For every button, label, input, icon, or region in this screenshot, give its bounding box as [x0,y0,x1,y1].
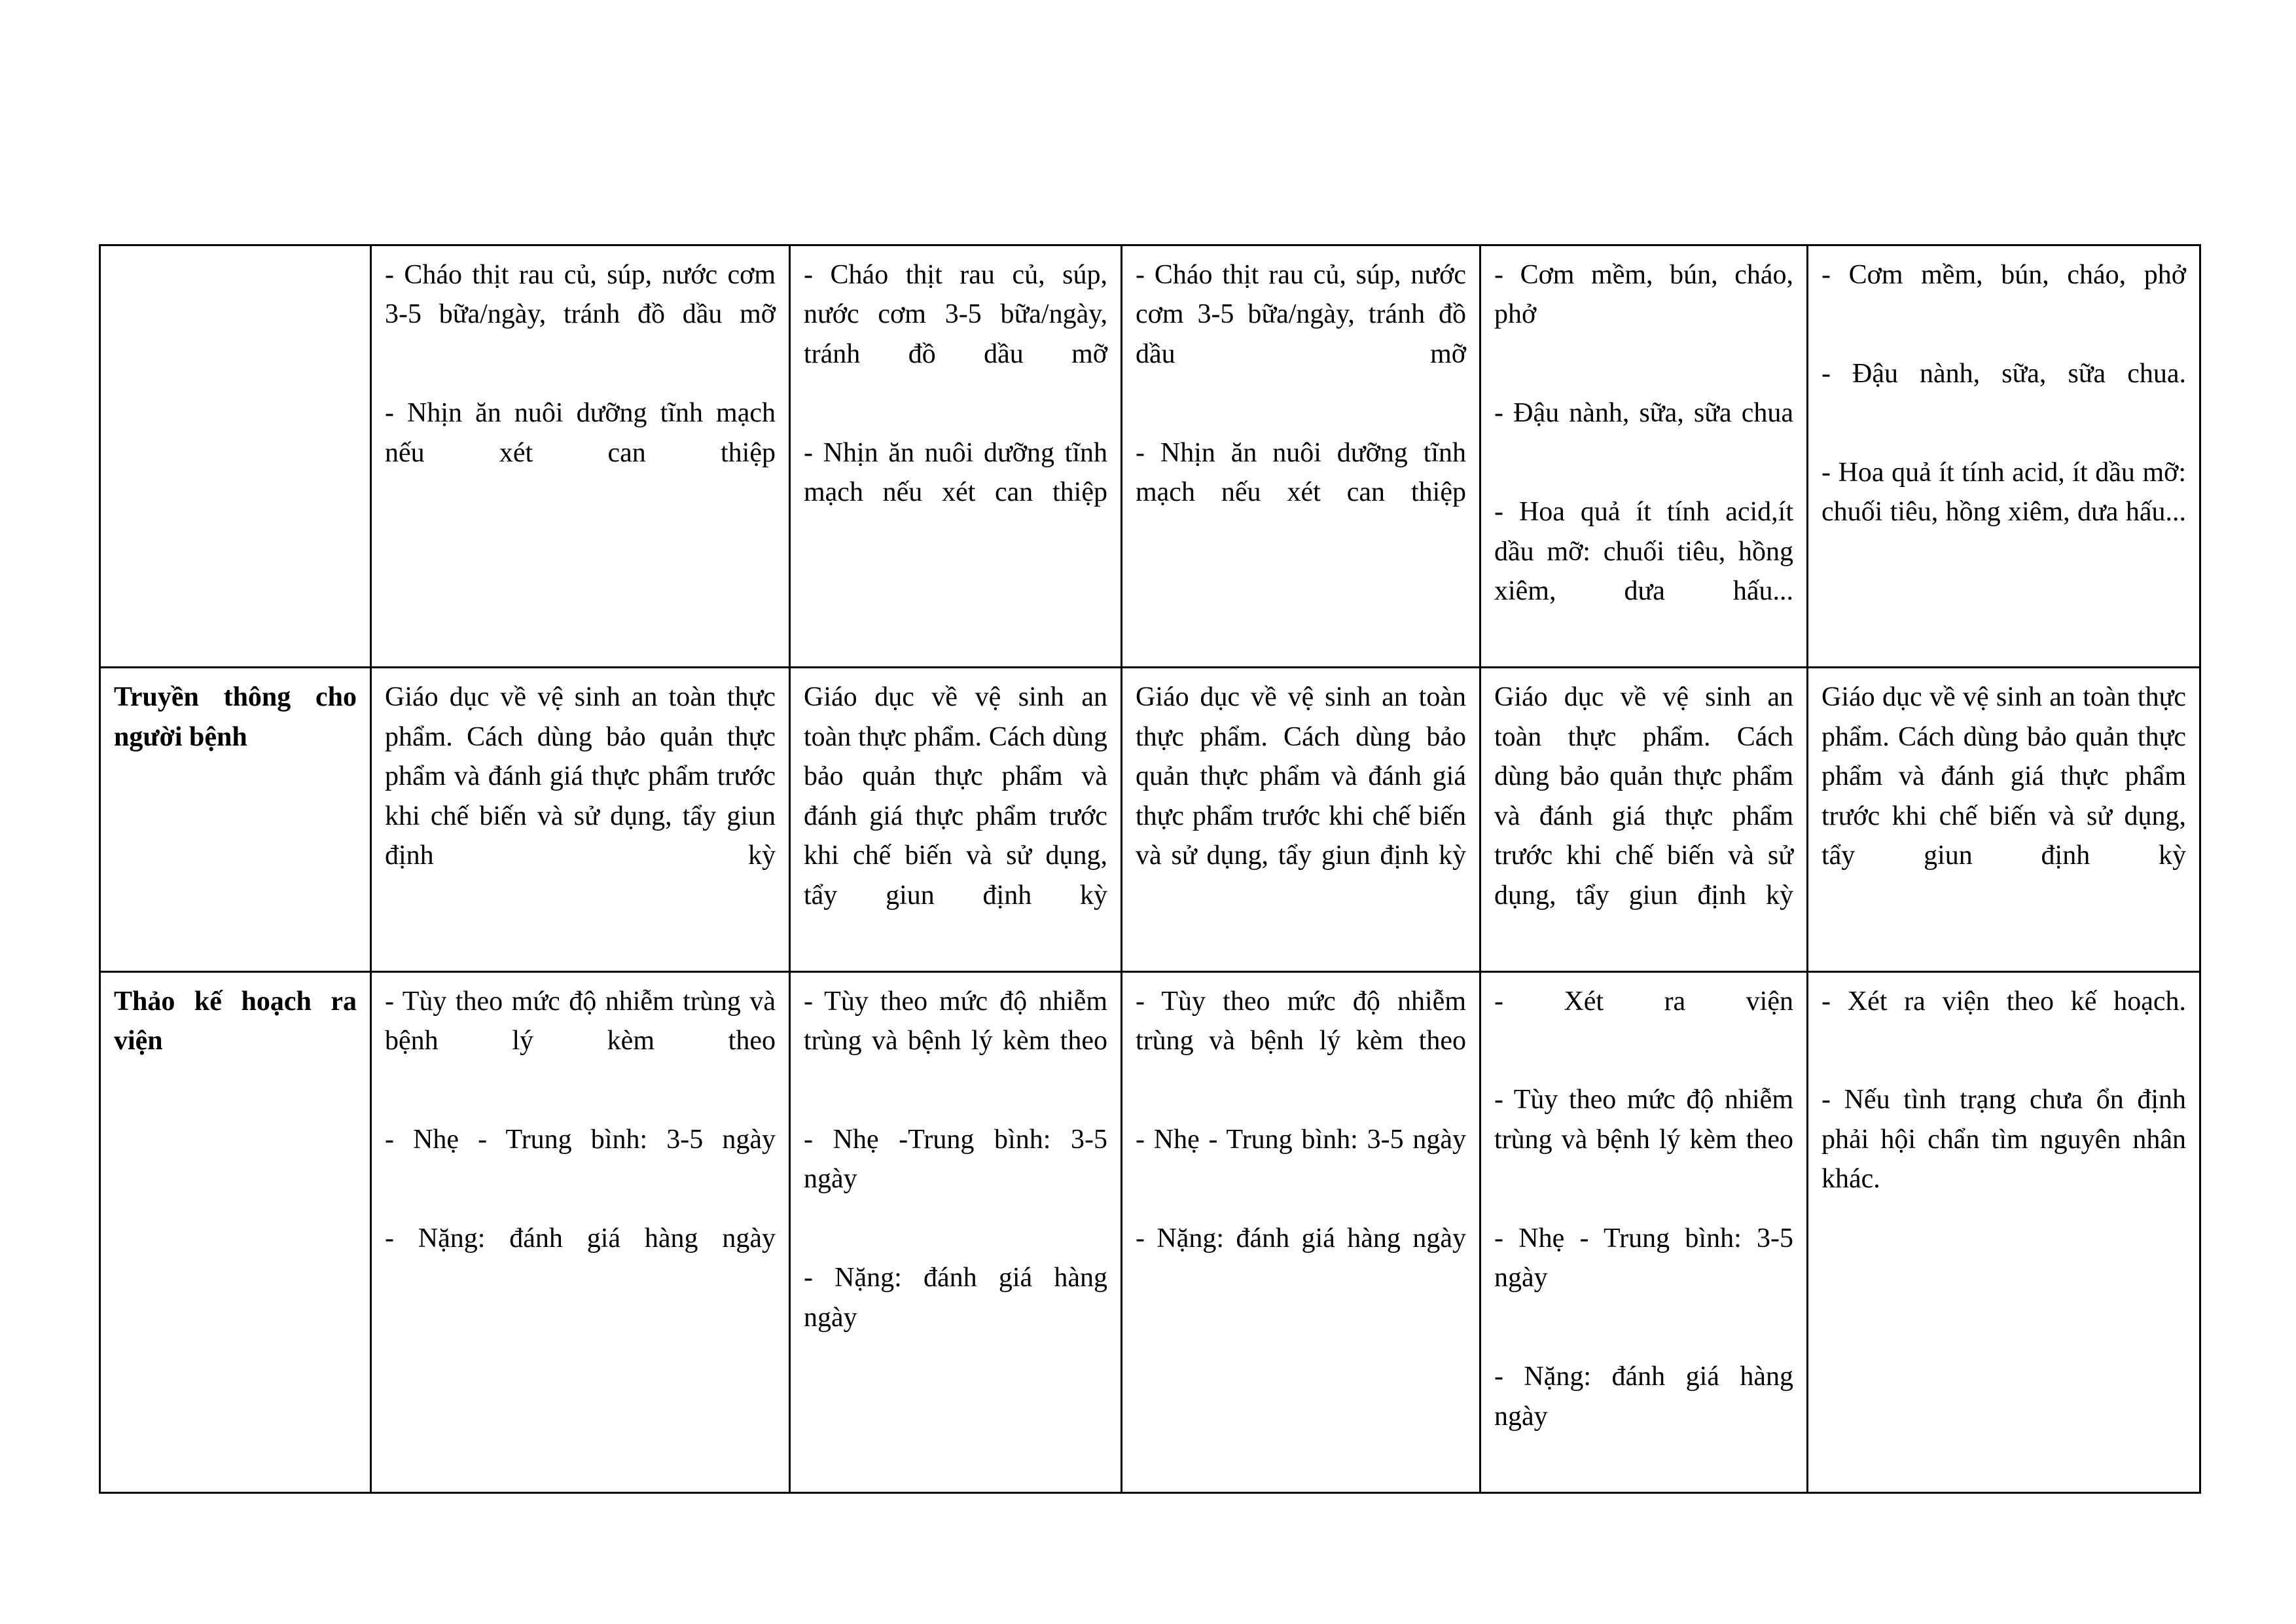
cell-education-col1 [371,668,790,971]
cell-line: - Nặng: đánh giá hàng ngày [1494,1362,1793,1432]
cell-line: - Nặng: đánh giá hàng ngày [385,1223,776,1254]
cell-line: - Nặng: đánh giá hàng ngày [804,1263,1107,1333]
table-row [100,971,2200,1492]
cell-line: - Nhịn ăn nuôi dưỡng tĩnh mạch nếu xét can thiệp [804,437,1107,508]
cell-line: - Nếu tình trạng chưa ổn định phải hội chẩn tìm nguyên nhân khác. [1821,1085,2186,1195]
care-plan-table [99,244,2201,1494]
cell-nutrition-col4 [1480,245,1808,668]
cell-line: Giáo dục về vệ sinh an toàn thực phẩm. Cách dùng bảo quản thực phẩm và đánh giá thực phẩm trước khi chế biến và sử dụng, tẩy giun định kỳ [1494,682,1793,911]
cell-line: - Nhẹ - Trung bình: 3-5 ngày [1136,1124,1466,1155]
cell-line: Giáo dục về vệ sinh an toàn thực phẩm. Cách dùng bảo quản thực phẩm và đánh giá thực phẩm trước khi chế biến và sử dụng, tẩy giun định kỳ [804,682,1107,911]
cell-line: - Cơm mềm, bún, cháo, phở [1821,260,2186,290]
cell-line: - Cơm mềm, bún, cháo, phở [1494,260,1793,330]
table-body [100,245,2200,1493]
cell-discharge-col4 [1480,971,1808,1492]
cell-discharge-col2 [790,971,1122,1492]
cell-line: - Cháo thịt rau củ, súp, nước cơm 3-5 bữa/ngày, tránh đồ dầu mỡ [804,260,1107,369]
cell-nutrition-col2 [790,245,1122,668]
cell-line: - Hoa quả ít tính acid,ít dầu mỡ: chuối tiêu, hồng xiêm, dưa hấu... [1494,497,1793,607]
cell-line: - Tùy theo mức độ nhiễm trùng và bệnh lý kèm theo [1136,986,1466,1056]
cell-nutrition-col5 [1808,245,2200,668]
cell-line: - Tùy theo mức độ nhiễm trùng và bệnh lý kèm theo [1494,1085,1793,1155]
care-plan-table-wrapper [99,244,2199,1494]
cell-line: - Đậu nành, sữa, sữa chua. [1821,358,2186,389]
cell-line: - Nhịn ăn nuôi dưỡng tĩnh mạch nếu xét can thiệp [385,398,776,468]
cell-nutrition-col1 [371,245,790,668]
cell-education-col5 [1808,668,2200,971]
cell-line: - Xét ra viện theo kế hoạch. [1821,986,2186,1017]
cell-education-col4 [1480,668,1808,971]
cell-education-col2 [790,668,1122,971]
cell-line: - Nặng: đánh giá hàng ngày [1136,1223,1466,1254]
cell-discharge-col5 [1808,971,2200,1492]
cell-discharge-col1 [371,971,790,1492]
cell-line: - Nhịn ăn nuôi dưỡng tĩnh mạch nếu xét can thiệp [1136,437,1466,508]
cell-discharge-col3 [1122,971,1480,1492]
cell-line: - Hoa quả ít tính acid, ít dầu mỡ: chuối tiêu, hồng xiêm, dưa hấu... [1821,457,2186,528]
cell-line: Giáo dục về vệ sinh an toàn thực phẩm. Cách dùng bảo quản thực phẩm và đánh giá thực phẩm trước khi chế biến và sử dụng, tẩy giun định kỳ [385,682,776,871]
cell-nutrition-col3 [1122,245,1480,668]
table-row [100,668,2200,971]
cell-line: - Nhẹ - Trung bình: 3-5 ngày [1494,1223,1793,1293]
row-label-nutrition [100,245,371,668]
cell-line: - Nhẹ - Trung bình: 3-5 ngày [385,1124,776,1155]
cell-line: - Tùy theo mức độ nhiễm trùng và bệnh lý kèm theo [804,986,1107,1056]
cell-line: - Cháo thịt rau củ, súp, nước cơm 3-5 bữa/ngày, tránh đồ dầu mỡ [385,260,776,330]
row-label-discharge-plan: Thảo kế hoạch ra viện [100,971,371,1492]
cell-line: - Nhẹ -Trung bình: 3-5 ngày [804,1124,1107,1195]
cell-education-col3 [1122,668,1480,971]
row-label-patient-education: Truyền thông cho người bệnh [100,668,371,971]
cell-line: - Cháo thịt rau củ, súp, nước cơm 3-5 bữa/ngày, tránh đồ dầu mỡ [1136,260,1466,369]
cell-line: Giáo dục về vệ sinh an toàn thực phẩm. Cách dùng bảo quản thực phẩm và đánh giá thực phẩm trước khi chế biến và sử dụng, tẩy giun định kỳ [1136,682,1466,871]
table-row [100,245,2200,668]
cell-line: - Xét ra viện [1494,986,1793,1017]
cell-line: - Đậu nành, sữa, sữa chua [1494,398,1793,429]
cell-line: - Tùy theo mức độ nhiễm trùng và bệnh lý kèm theo [385,986,776,1056]
cell-line: Giáo dục về vệ sinh an toàn thực phẩm. Cách dùng bảo quản thực phẩm và đánh giá thực phẩm trước khi chế biến và sử dụng, tẩy giun định kỳ [1821,682,2186,871]
